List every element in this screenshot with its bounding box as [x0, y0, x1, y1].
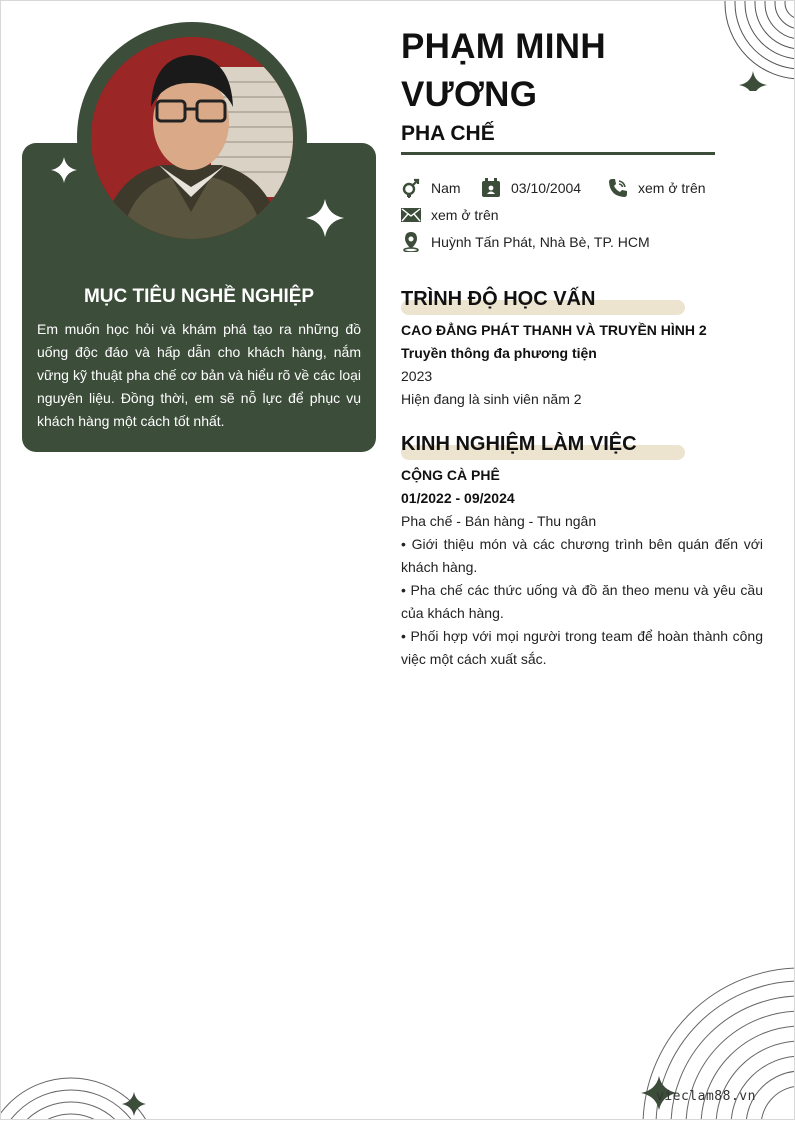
watermark: vieclam88.vn	[656, 1089, 756, 1104]
experience-period: 01/2022 - 09/2024	[401, 490, 515, 506]
objective-text: Em muốn học hỏi và khám phá tạo ra những đồ uống độc đáo và hấp dẫn cho khách hàng, nắm vững kỹ thuật pha chế cơ bản và hiểu rõ về các loại nguyên liệu. Đồng thời, em sẽ nỗ lực để phục vụ khách hàng một cách tốt nhất.	[37, 321, 361, 429]
experience-bullet: • Giới thiệu món và các chương trình bên quán đến với khách hàng.	[401, 536, 763, 575]
experience-position: Pha chế - Bán hàng - Thu ngân	[401, 513, 597, 529]
sparkle-icon	[739, 71, 767, 91]
decorative-arcs-bottom-left	[1, 1066, 161, 1119]
name-line-1: PHẠM MINH	[401, 27, 606, 66]
gender-icon	[401, 178, 421, 198]
experience-bullet: • Phối hợp với mọi người trong team để hoàn thành công việc một cách xuất sắc.	[401, 628, 763, 667]
phone-info	[608, 178, 706, 198]
experience-company: CỘNG CÀ PHÊ	[401, 467, 500, 483]
education-title: TRÌNH ĐỘ HỌC VẤN	[401, 288, 596, 310]
objective-title: MỤC TIÊU NGHỀ NGHIỆP	[83, 286, 315, 307]
education-major: Truyền thông đa phương tiện	[401, 345, 597, 361]
sparkle-icon	[306, 199, 344, 237]
title-divider	[401, 152, 715, 155]
phone-icon	[608, 178, 628, 198]
candidate-name	[401, 23, 701, 119]
email-info	[401, 205, 499, 225]
education-status: Hiện đang là sinh viên năm 2	[401, 391, 582, 407]
birthdate-value: 03/10/2004	[511, 180, 582, 196]
location-icon	[401, 232, 421, 252]
gender-info	[401, 178, 461, 198]
calendar-icon	[481, 178, 501, 198]
email-value: xem ở trên	[431, 207, 499, 223]
education-year: 2023	[401, 368, 433, 384]
email-icon	[401, 205, 421, 225]
profile-photo	[91, 37, 293, 239]
phone-value: xem ở trên	[638, 180, 706, 196]
sparkle-icon	[122, 1092, 146, 1116]
decorative-arcs-top-right	[716, 1, 794, 91]
address-value: Huỳnh Tấn Phát, Nhà Bè, TP. HCM	[431, 234, 650, 250]
address-info	[401, 232, 650, 252]
name-line-2: VƯƠNG	[401, 75, 538, 114]
experience-bullet: • Pha chế các thức uống và đồ ăn theo menu và yêu cầu của khách hàng.	[401, 582, 763, 621]
job-title: PHA CHẾ	[401, 122, 495, 145]
experience-title: KINH NGHIỆM LÀM VIỆC	[401, 433, 637, 455]
education-school: CAO ĐẲNG PHÁT THANH VÀ TRUYỀN HÌNH 2	[401, 322, 707, 338]
sparkle-icon	[51, 157, 77, 183]
gender-value: Nam	[431, 180, 461, 196]
birthdate-info	[481, 178, 581, 198]
